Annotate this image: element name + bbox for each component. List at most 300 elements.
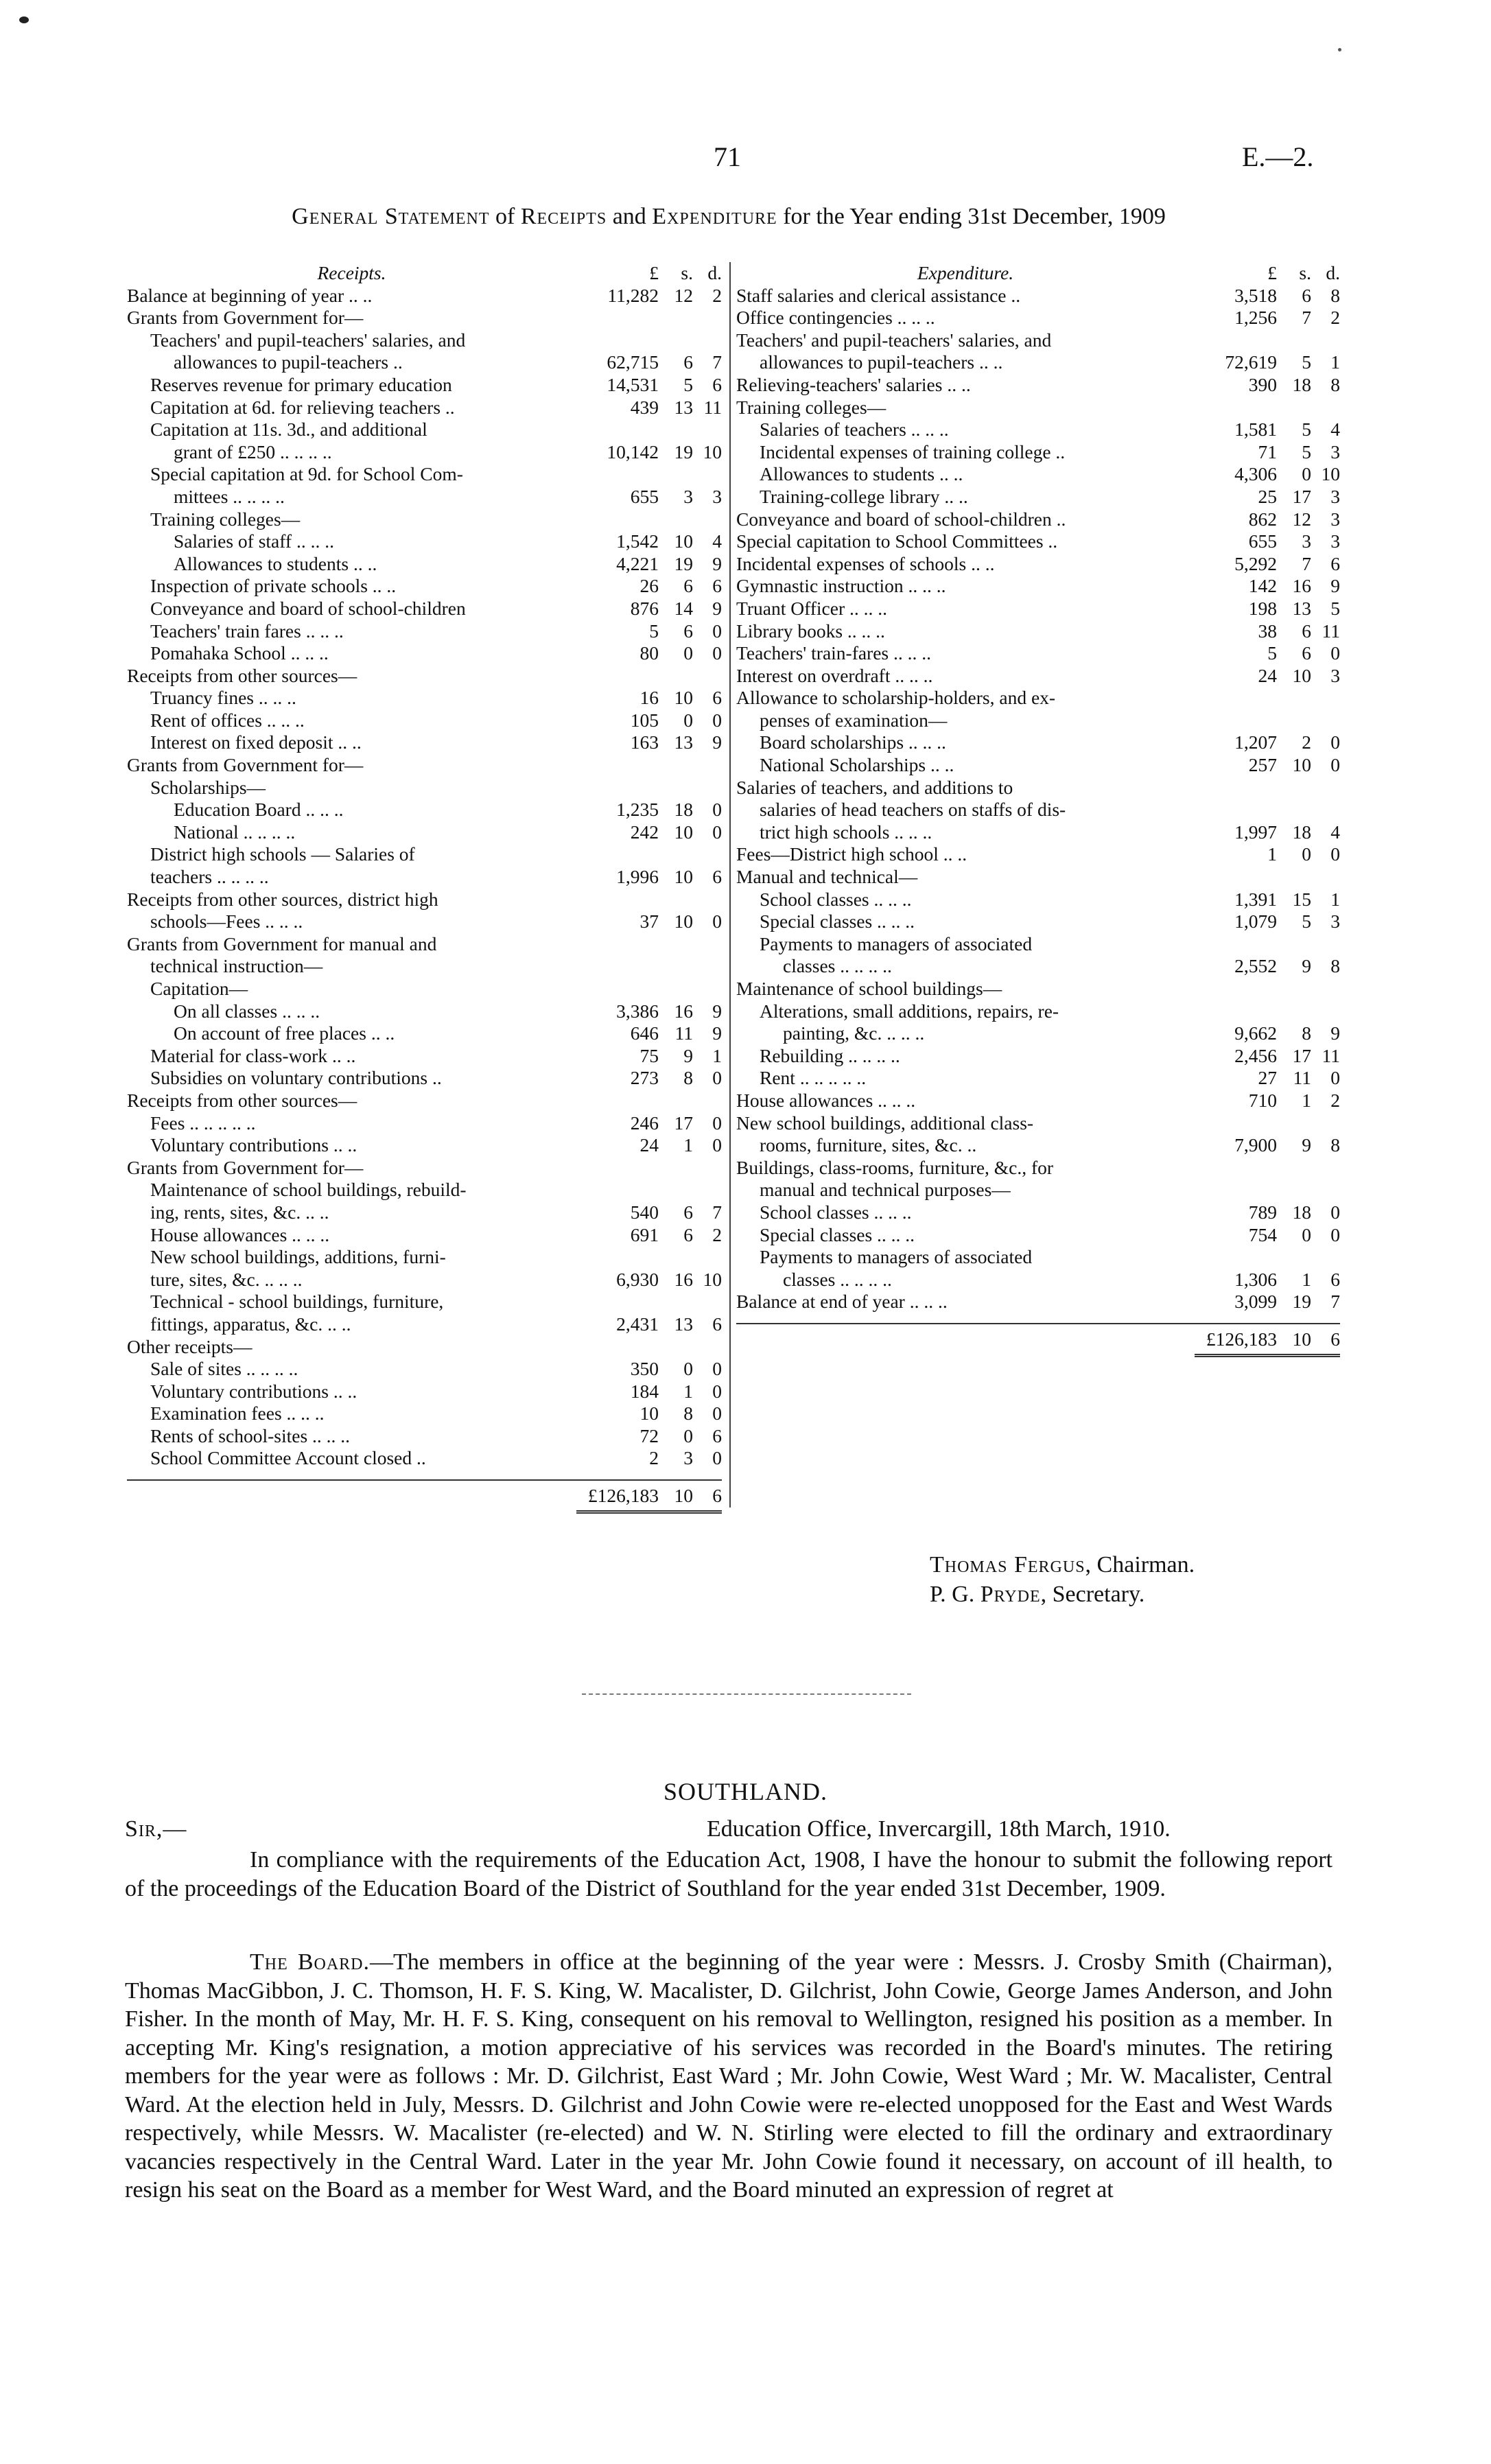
expenditure-row-shillings: 7 xyxy=(1302,307,1311,329)
receipts-row-pounds: 75 xyxy=(639,1044,659,1066)
receipts-row-pounds: 691 xyxy=(630,1223,659,1245)
chairman-signature xyxy=(930,1552,1195,1578)
expenditure-row-label: Training colleges— xyxy=(736,396,887,418)
receipts-row-pence: 9 xyxy=(712,1000,722,1022)
receipts-row-label: Capitation— xyxy=(150,978,248,999)
receipts-row-label: Teachers' train fares .. .. .. xyxy=(150,620,344,642)
receipts-row-label: Truancy fines .. .. .. xyxy=(150,687,296,709)
receipts-row-pounds: 6,930 xyxy=(616,1268,659,1290)
receipts-row-shillings: 17 xyxy=(674,1112,693,1134)
expenditure-row xyxy=(736,620,1340,643)
expenditure-row xyxy=(736,687,1340,709)
receipts-row xyxy=(127,1313,722,1336)
receipts-row-label: On account of free places .. .. xyxy=(174,1022,395,1044)
expenditure-row xyxy=(736,843,1340,866)
receipts-row-shillings: 9 xyxy=(683,1044,693,1066)
receipts-row-pounds: 11,282 xyxy=(607,284,659,306)
receipts-row xyxy=(127,1447,722,1470)
expenditure-row-pounds: 1,306 xyxy=(1234,1268,1277,1290)
receipts-row xyxy=(127,1224,722,1247)
receipts-row-shillings: 8 xyxy=(683,1403,693,1424)
receipts-row-shillings: 18 xyxy=(674,799,693,821)
receipts-column xyxy=(127,262,722,1507)
expenditure-row-shillings: 19 xyxy=(1292,1291,1311,1313)
receipts-row-shillings: 0 xyxy=(683,1424,693,1446)
receipts-row-shillings: 6 xyxy=(683,620,693,642)
receipts-row-label: Other receipts— xyxy=(127,1335,253,1357)
expenditure-row-pounds: 25 xyxy=(1258,485,1277,507)
receipts-row-pounds: 184 xyxy=(630,1380,659,1402)
expenditure-row-label: Relieving-teachers' salaries .. .. xyxy=(736,373,971,395)
receipts-total-pence: 6 xyxy=(712,1485,722,1507)
expenditure-row-pence: 2 xyxy=(1330,307,1340,329)
expenditure-total-shillings: 10 xyxy=(1292,1328,1311,1350)
expenditure-row-label: Salaries of teachers, and additions to xyxy=(736,776,1013,798)
receipts-row-label: Receipts from other sources— xyxy=(127,664,357,686)
expenditure-row-shillings: 7 xyxy=(1302,552,1311,574)
expenditure-row xyxy=(736,307,1340,329)
expenditure-row-pence: 1 xyxy=(1330,888,1340,910)
receipts-row-label: Pomahaka School .. .. .. xyxy=(150,642,329,664)
expenditure-row-pence: 0 xyxy=(1330,754,1340,776)
receipts-row-label: technical instruction— xyxy=(150,955,323,977)
receipts-row-pence: 11 xyxy=(703,396,722,418)
expenditure-row-label: Maintenance of school buildings— xyxy=(736,978,1002,999)
receipts-row xyxy=(127,351,722,374)
title-part-expenditure: Expenditure xyxy=(652,204,777,229)
expenditure-row xyxy=(736,889,1340,911)
expenditure-row-pounds: 38 xyxy=(1258,620,1277,642)
receipts-row-pence: 0 xyxy=(712,1112,722,1134)
expenditure-row-pounds: 1,256 xyxy=(1234,307,1277,329)
expenditure-row-shillings: 9 xyxy=(1302,1134,1311,1156)
expenditure-row xyxy=(736,799,1340,821)
receipts-row-pence: 10 xyxy=(703,441,722,462)
expenditure-row xyxy=(736,1246,1340,1269)
chairman-name: Thomas Fergus xyxy=(930,1552,1085,1577)
expenditure-row-label: Teachers' train-fares .. .. .. xyxy=(736,642,931,664)
expenditure-row-label: painting, &c. .. .. .. xyxy=(783,1022,925,1044)
receipts-row-shillings: 10 xyxy=(674,687,693,709)
receipts-row-shillings: 8 xyxy=(683,1067,693,1089)
expenditure-row-label: Buildings, class-rooms, furniture, &c., for xyxy=(736,1156,1054,1178)
speck-mark xyxy=(1338,48,1341,51)
receipts-header-row xyxy=(127,262,722,285)
expenditure-row-label: Gymnastic instruction .. .. .. xyxy=(736,575,946,597)
expenditure-row-pence: 0 xyxy=(1330,1201,1340,1223)
expenditure-row-label: Library books .. .. .. xyxy=(736,620,885,642)
receipts-row-pence: 1 xyxy=(712,1044,722,1066)
receipts-row xyxy=(127,1022,722,1045)
section-heading: SOUTHLAND. xyxy=(664,1778,827,1805)
receipts-row xyxy=(127,285,722,307)
receipts-row xyxy=(127,486,722,508)
expenditure-row-pence: 3 xyxy=(1330,911,1340,932)
expenditure-row-pounds: 72,619 xyxy=(1225,351,1277,373)
chairman-role: , Chairman. xyxy=(1085,1552,1195,1577)
receipts-row-pence: 10 xyxy=(703,1268,722,1290)
receipts-row-pence: 2 xyxy=(712,284,722,306)
receipts-row-pence: 7 xyxy=(712,1201,722,1223)
expenditure-row xyxy=(736,1179,1340,1201)
office-date-line: Education Office, Invercargill, 18th March, 1910. xyxy=(707,1816,1171,1842)
expenditure-row xyxy=(736,1067,1340,1090)
expenditure-row-pounds: 27 xyxy=(1258,1067,1277,1089)
receipts-row xyxy=(127,329,722,352)
receipts-row-pence: 0 xyxy=(712,642,722,664)
expenditure-row xyxy=(736,1224,1340,1247)
statement-title xyxy=(125,204,1332,230)
receipts-row-shillings: 0 xyxy=(683,1358,693,1380)
receipts-row-shillings: 3 xyxy=(683,1447,693,1469)
expenditure-row-pence: 0 xyxy=(1330,642,1340,664)
expenditure-row-pence: 4 xyxy=(1330,419,1340,441)
expenditure-row xyxy=(736,1112,1340,1135)
shillings-header: s. xyxy=(1299,262,1311,283)
expenditure-row-pence: 3 xyxy=(1330,441,1340,462)
receipts-row xyxy=(127,709,722,732)
receipts-row-label: ture, sites, &c. .. .. .. xyxy=(150,1268,303,1290)
expenditure-row xyxy=(736,329,1340,352)
expenditure-row-label: Board scholarships .. .. .. xyxy=(760,731,946,753)
report-paragraph-1: In compliance with the requirements of the Education Act, 1908, I have the honour to submit the following report of the proceedings of the Education Board of the District of Southland for the year ended 31st December, 1909. xyxy=(125,1847,1332,1901)
expenditure-row-label: allowances to pupil-teachers .. .. xyxy=(760,351,1003,373)
receipts-row-pounds: 3,386 xyxy=(616,1000,659,1022)
receipts-row-shillings: 6 xyxy=(683,575,693,597)
expenditure-row xyxy=(736,553,1340,576)
expenditure-row-label: Truant Officer .. .. .. xyxy=(736,597,887,619)
expenditure-row-pounds: 1,391 xyxy=(1234,888,1277,910)
expenditure-row-pounds: 1,079 xyxy=(1234,911,1277,932)
expenditure-row-shillings: 13 xyxy=(1292,597,1311,619)
expenditure-row xyxy=(736,777,1340,799)
expenditure-row-pence: 3 xyxy=(1330,530,1340,552)
expenditure-row-pence: 9 xyxy=(1330,1022,1340,1044)
receipts-row-label: Salaries of staff .. .. .. xyxy=(174,530,334,552)
receipts-row-pence: 2 xyxy=(712,1223,722,1245)
receipts-row-shillings: 19 xyxy=(674,552,693,574)
receipts-row-pounds: 540 xyxy=(630,1201,659,1223)
expenditure-row-label: House allowances .. .. .. xyxy=(736,1089,916,1111)
receipts-row xyxy=(127,1269,722,1291)
receipts-row-pence: 0 xyxy=(712,1403,722,1424)
expenditure-row-label: Balance at end of year .. .. .. xyxy=(736,1291,948,1313)
expenditure-row-shillings: 18 xyxy=(1292,373,1311,395)
receipts-row-shillings: 16 xyxy=(674,1268,693,1290)
expenditure-row-pence: 6 xyxy=(1330,1268,1340,1290)
expenditure-row xyxy=(736,1291,1340,1313)
receipts-row-pounds: 350 xyxy=(630,1358,659,1380)
expenditure-row xyxy=(736,285,1340,307)
expenditure-row-shillings: 11 xyxy=(1293,1067,1311,1089)
expenditure-row-shillings: 17 xyxy=(1292,1044,1311,1066)
expenditure-row-pounds: 24 xyxy=(1258,664,1277,686)
receipts-row-pence: 6 xyxy=(712,866,722,888)
receipts-row-label: Rents of school-sites .. .. .. xyxy=(150,1424,351,1446)
receipts-row-label: Subsidies on voluntary contributions .. xyxy=(150,1067,442,1089)
expenditure-row-pounds: 9,662 xyxy=(1234,1022,1277,1044)
expenditure-row-pence: 3 xyxy=(1330,485,1340,507)
receipts-row-label: Conveyance and board of school-children xyxy=(150,597,466,619)
expenditure-row-pounds: 5 xyxy=(1267,642,1277,664)
receipts-row-pence: 9 xyxy=(712,597,722,619)
receipts-row-label: Interest on fixed deposit .. .. xyxy=(150,731,362,753)
expenditure-row xyxy=(736,486,1340,508)
expenditure-row-pence: 11 xyxy=(1322,620,1340,642)
receipts-row xyxy=(127,397,722,419)
expenditure-row xyxy=(736,709,1340,732)
receipts-row xyxy=(127,1112,722,1135)
receipts-row xyxy=(127,508,722,531)
expenditure-row-shillings: 2 xyxy=(1302,731,1311,753)
receipts-row-pounds: 246 xyxy=(630,1112,659,1134)
receipts-row-shillings: 10 xyxy=(674,911,693,932)
receipts-row-label: Material for class-work .. .. xyxy=(150,1044,356,1066)
expenditure-row-label: Teachers' and pupil-teachers' salaries, and xyxy=(736,329,1052,351)
receipts-row-label: Education Board .. .. .. xyxy=(174,799,344,821)
receipts-row xyxy=(127,731,722,754)
receipts-row-label: grant of £250 .. .. .. .. xyxy=(174,441,332,462)
expenditure-row-shillings: 0 xyxy=(1302,843,1311,865)
expenditure-row-pounds: 198 xyxy=(1248,597,1277,619)
receipts-row-label: allowances to pupil-teachers .. xyxy=(174,351,403,373)
receipts-row-shillings: 10 xyxy=(674,866,693,888)
receipts-row-pounds: 80 xyxy=(639,642,659,664)
expenditure-row-label: rooms, furniture, sites, &c. .. xyxy=(760,1134,977,1156)
receipts-row-label: Inspection of private schools .. .. xyxy=(150,575,397,597)
receipts-row-pounds: 62,715 xyxy=(607,351,659,373)
expenditure-row-shillings: 1 xyxy=(1302,1089,1311,1111)
receipts-row xyxy=(127,911,722,933)
expenditure-row-pence: 8 xyxy=(1330,373,1340,395)
expenditure-row-label: penses of examination— xyxy=(760,709,948,731)
expenditure-row-label: Special capitation to School Committees .. xyxy=(736,530,1058,552)
receipts-row-label: Grants from Government for manual and xyxy=(127,932,437,954)
expenditure-row-shillings: 18 xyxy=(1292,1201,1311,1223)
secretary-name: Pryde xyxy=(980,1582,1041,1607)
expenditure-row xyxy=(736,441,1340,464)
receipts-row xyxy=(127,866,722,889)
report-paragraph-2 xyxy=(125,1948,1332,2205)
document-code: E.—2. xyxy=(1242,141,1314,172)
expenditure-row-pence: 6 xyxy=(1330,552,1340,574)
receipts-row-label: Voluntary contributions .. .. xyxy=(150,1380,357,1402)
receipts-row-label: Reserves revenue for primary education xyxy=(150,373,452,395)
receipts-row xyxy=(127,1381,722,1403)
receipts-row-pounds: 1,996 xyxy=(616,866,659,888)
expenditure-row-shillings: 5 xyxy=(1302,911,1311,932)
receipts-row-label: teachers .. .. .. .. xyxy=(150,866,269,888)
expenditure-total-pence: 6 xyxy=(1330,1328,1340,1350)
receipts-row-shillings: 13 xyxy=(674,731,693,753)
expenditure-row-pence: 2 xyxy=(1330,1089,1340,1111)
expenditure-row-shillings: 12 xyxy=(1292,508,1311,530)
receipts-row-pounds: 2,431 xyxy=(616,1313,659,1335)
expenditure-row-shillings: 5 xyxy=(1302,419,1311,441)
receipts-total-pounds: £126,183 xyxy=(587,1485,659,1507)
expenditure-row xyxy=(736,530,1340,553)
receipts-row xyxy=(127,575,722,598)
receipts-row-pence: 0 xyxy=(712,1134,722,1156)
receipts-row-label: Receipts from other sources— xyxy=(127,1089,357,1111)
receipts-row xyxy=(127,843,722,866)
expenditure-row-label: Special classes .. .. .. xyxy=(760,1223,915,1245)
receipts-row xyxy=(127,1000,722,1023)
expenditure-row-pounds: 3,518 xyxy=(1234,284,1277,306)
receipts-row-pounds: 16 xyxy=(639,687,659,709)
receipts-row-label: Capitation at 6d. for relieving teachers .. xyxy=(150,396,455,418)
receipts-row-label: Maintenance of school buildings, rebuild- xyxy=(150,1179,467,1201)
expenditure-row-shillings: 5 xyxy=(1302,351,1311,373)
receipts-row-pence: 0 xyxy=(712,1447,722,1469)
receipts-row-pounds: 646 xyxy=(630,1022,659,1044)
expenditure-row-pence: 1 xyxy=(1330,351,1340,373)
receipts-row-pounds: 24 xyxy=(639,1134,659,1156)
expenditure-row-shillings: 16 xyxy=(1292,575,1311,597)
ink-mark xyxy=(19,16,29,23)
receipts-row-label: New school buildings, additions, furni- xyxy=(150,1246,446,1268)
receipts-row-shillings: 14 xyxy=(674,597,693,619)
expenditure-row-label: Salaries of teachers .. .. .. xyxy=(760,419,949,441)
expenditure-row-label: Conveyance and board of school-children .. xyxy=(736,508,1066,530)
receipts-row xyxy=(127,642,722,665)
receipts-row xyxy=(127,1336,722,1359)
receipts-row-pounds: 163 xyxy=(630,731,659,753)
receipts-row-label: Special capitation at 9d. for School Com- xyxy=(150,463,463,485)
receipts-row-shillings: 1 xyxy=(683,1380,693,1402)
expenditure-rows xyxy=(736,285,1340,1313)
receipts-row-label: fittings, apparatus, &c. .. .. xyxy=(150,1313,351,1335)
receipts-row xyxy=(127,374,722,397)
expenditure-row xyxy=(736,1157,1340,1180)
expenditure-row-label: Payments to managers of associated xyxy=(760,1246,1033,1268)
receipts-row xyxy=(127,1201,722,1224)
receipts-row-pence: 4 xyxy=(712,530,722,552)
receipts-row-pence: 6 xyxy=(712,575,722,597)
expenditure-row xyxy=(736,933,1340,956)
expenditure-row-pounds: 142 xyxy=(1248,575,1277,597)
expenditure-row-label: Staff salaries and clerical assistance .. xyxy=(736,284,1021,306)
receipts-row-label: mittees .. .. .. .. xyxy=(174,485,285,507)
receipts-row xyxy=(127,978,722,1000)
receipts-row-pence: 0 xyxy=(712,1380,722,1402)
receipts-row-pence: 9 xyxy=(712,552,722,574)
expenditure-row-label: Special classes .. .. .. xyxy=(760,911,915,932)
receipts-row-pence: 6 xyxy=(712,373,722,395)
expenditure-row-pounds: 2,552 xyxy=(1234,955,1277,977)
expenditure-row-shillings: 10 xyxy=(1292,664,1311,686)
receipts-row-label: Examination fees .. .. .. xyxy=(150,1403,325,1424)
expenditure-row-label: Training-college library .. .. xyxy=(760,485,968,507)
expenditure-row xyxy=(736,1134,1340,1157)
title-part-general-statement: General Statement xyxy=(292,204,490,229)
receipts-row xyxy=(127,419,722,441)
expenditure-row xyxy=(736,866,1340,889)
receipts-row-shillings: 6 xyxy=(683,351,693,373)
expenditure-row xyxy=(736,598,1340,620)
receipts-row-shillings: 10 xyxy=(674,530,693,552)
receipts-row-label: Rent of offices .. .. .. xyxy=(150,709,305,731)
expenditure-row-pounds: 4,306 xyxy=(1234,463,1277,485)
expenditure-row-pounds: 789 xyxy=(1248,1201,1277,1223)
expenditure-row xyxy=(736,642,1340,665)
title-rest: for the Year ending 31st December, 1909 xyxy=(777,204,1166,229)
receipts-row xyxy=(127,1246,722,1269)
expenditure-row-label: classes .. .. .. .. xyxy=(783,955,892,977)
secretary-initials: P. G. xyxy=(930,1582,981,1607)
expenditure-row xyxy=(736,1269,1340,1291)
expenditure-row xyxy=(736,1090,1340,1112)
expenditure-row xyxy=(736,397,1340,419)
expenditure-row-shillings: 6 xyxy=(1302,284,1311,306)
receipts-row xyxy=(127,1291,722,1313)
receipts-row-pounds: 1,542 xyxy=(616,530,659,552)
receipts-row-label: Scholarships— xyxy=(150,776,266,798)
receipts-row-pounds: 655 xyxy=(630,485,659,507)
expenditure-row xyxy=(736,575,1340,598)
page-number: 71 xyxy=(714,141,741,172)
expenditure-row-label: Alterations, small additions, repairs, re- xyxy=(760,1000,1059,1022)
expenditure-row-pence: 10 xyxy=(1321,463,1340,485)
receipts-row-shillings: 13 xyxy=(674,1313,693,1335)
receipts-row-pounds: 72 xyxy=(639,1424,659,1446)
receipts-row xyxy=(127,463,722,486)
expenditure-row-pence: 0 xyxy=(1330,1067,1340,1089)
receipts-row-label: Grants from Government for— xyxy=(127,1156,364,1178)
expenditure-row-pounds: 1,997 xyxy=(1234,821,1277,843)
receipts-row-pence: 0 xyxy=(712,821,722,843)
receipts-row xyxy=(127,821,722,844)
expenditure-row-shillings: 6 xyxy=(1302,642,1311,664)
pence-header: d. xyxy=(707,262,722,283)
receipts-row-pence: 0 xyxy=(712,1067,722,1089)
receipts-row-label: On all classes .. .. .. xyxy=(174,1000,320,1022)
salutation: Sir,— xyxy=(125,1816,187,1842)
secretary-role: , Secretary. xyxy=(1040,1582,1145,1607)
expenditure-row-pence: 8 xyxy=(1330,1134,1340,1156)
receipts-row-pence: 9 xyxy=(712,731,722,753)
paragraph-body: —The members in office at the beginning of the year were : Messrs. J. Crosby Smith (Chairman), Thomas MacGibbon, J. C. Thomson, H. F. S. King, W. Macalister, D. Gilchrist, John Cowie, George James Anderson, and John Fisher. In the month of May, Mr. H. F. S. King, consequent on his removal to Wellington, resigned his position as a member. In accepting Mr. King's resignation, a motion appreciative of his services was recorded in the Board's minutes. The retiring members for the year were as follows : Mr. D. Gilchrist, East Ward ; Mr. John Cowie, West Ward ; Mr. W. Macalister, Central Ward. At the election held in July, Messrs. D. Gilchrist and John Cowie were re-elected unopposed for the East and West Wards respectively, while Messrs. W. Macalister (re-elected) and W. N. Stirling were elected to fill the ordinary and extraordinary vacancies respectively in the Central Ward. Later in the year Mr. John Cowie found it necessary, on account of ill health, to resign his seat on the Board as a member for West Ward, and the Board minuted an expression of regret at xyxy=(125,1949,1332,2203)
expenditure-row xyxy=(736,1201,1340,1224)
title-and: and xyxy=(607,204,653,229)
expenditure-row-label: Incidental expenses of schools .. .. xyxy=(736,552,995,574)
receipts-row-pounds: 1,235 xyxy=(616,799,659,821)
receipts-row-label: Receipts from other sources, district high xyxy=(127,888,438,910)
secretary-signature xyxy=(930,1582,1144,1608)
expenditure-row-shillings: 3 xyxy=(1302,530,1311,552)
receipts-row xyxy=(127,889,722,911)
receipts-row-shillings: 13 xyxy=(674,396,693,418)
expenditure-header-row xyxy=(736,262,1340,285)
receipts-row xyxy=(127,777,722,799)
receipts-row-label: Teachers' and pupil-teachers' salaries, and xyxy=(150,329,466,351)
expenditure-column xyxy=(736,262,1340,1351)
receipts-row-label: Allowances to students .. .. xyxy=(174,552,377,574)
receipts-row-pounds: 2 xyxy=(649,1447,659,1469)
title-part-receipts: Receipts xyxy=(520,204,607,229)
receipts-rows xyxy=(127,285,722,1470)
expenditure-row-pounds: 390 xyxy=(1248,373,1277,395)
expenditure-row-pounds: 257 xyxy=(1248,754,1277,776)
receipts-row-pence: 0 xyxy=(712,620,722,642)
receipts-row xyxy=(127,1134,722,1157)
expenditure-row-pounds: 7,900 xyxy=(1234,1134,1277,1156)
receipts-row-label: Balance at beginning of year .. .. xyxy=(127,284,373,306)
receipts-row xyxy=(127,799,722,821)
expenditure-row-pence: 0 xyxy=(1330,731,1340,753)
expenditure-row-label: Rebuilding .. .. .. .. xyxy=(760,1044,900,1066)
expenditure-row-shillings: 0 xyxy=(1302,463,1311,485)
